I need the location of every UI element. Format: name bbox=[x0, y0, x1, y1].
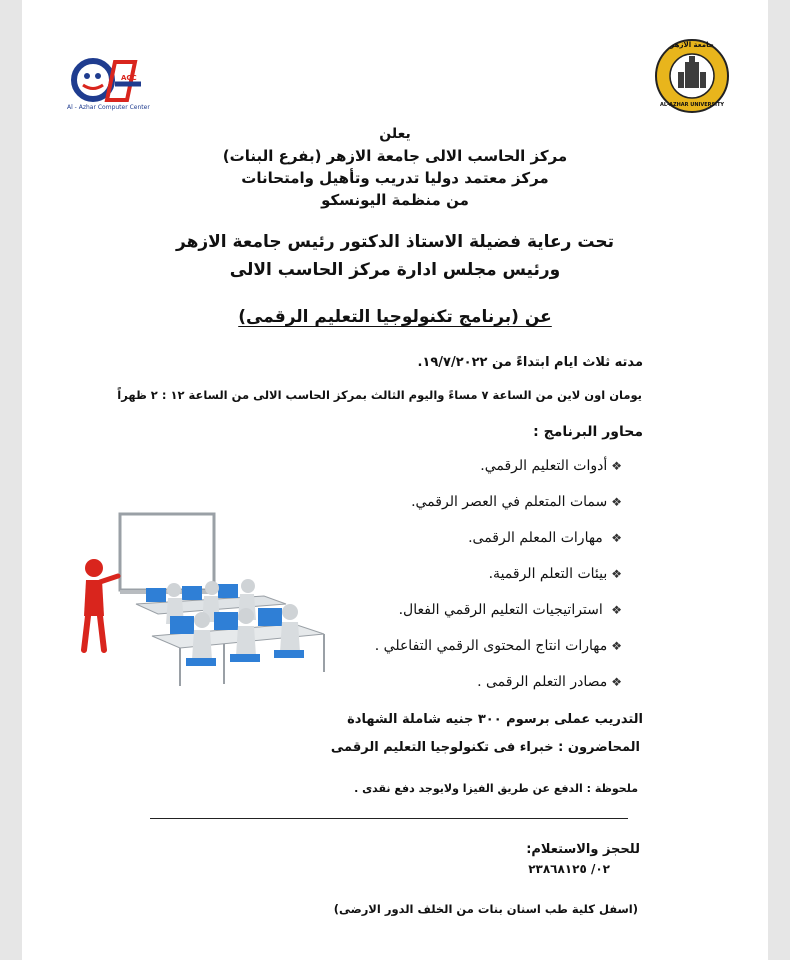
desk-row-front-icon bbox=[152, 604, 324, 686]
diamond-bullet-icon: ❖ bbox=[611, 531, 622, 545]
topics-heading: محاور البرنامج : bbox=[533, 424, 643, 440]
azhar-university-seal bbox=[654, 38, 730, 114]
booking-heading: للحجز والاستعلام: bbox=[526, 842, 640, 857]
unesco-text: من منظمة اليونسكو bbox=[321, 191, 469, 209]
schedule-text: يومان اون لاين من الساعة ٧ مساءً واليوم الثالث بمركز الحاسب الالى من الساعة ١٢ : ٢ ظهراً bbox=[117, 388, 642, 402]
section-divider bbox=[150, 818, 628, 819]
address-text: (اسفل كلية طب اسنان بنات من الخلف الدور الارضى) bbox=[333, 902, 638, 916]
payment-note: ملحوظة : الدفع عن طريق الفيزا ولايوجد دفع نقدى . bbox=[354, 782, 638, 795]
patronage-line-2: ورئيس مجلس ادارة مركز الحاسب الالى bbox=[229, 260, 561, 280]
diamond-bullet-icon: ❖ bbox=[611, 495, 622, 509]
topic-item: ❖سمات المتعلم في العصر الرقمي. bbox=[411, 494, 622, 510]
topic-item: ❖ مهارات المعلم الرقمى. bbox=[468, 530, 622, 546]
diamond-bullet-icon: ❖ bbox=[611, 459, 622, 473]
center-name: مركز الحاسب الالى جامعة الازهر (بفرع البنات) bbox=[222, 147, 568, 165]
acc-logo bbox=[67, 56, 150, 114]
diamond-bullet-icon: ❖ bbox=[611, 675, 622, 689]
seal-arabic-text: جامعة الازهر bbox=[670, 41, 714, 49]
seal-english-text: AL-AZHAR UNIVERSITY bbox=[659, 102, 724, 108]
acc-badge: ACC bbox=[121, 74, 137, 82]
topic-item: ❖ استراتيجيات التعليم الرقمي الفعال. bbox=[398, 602, 622, 618]
diamond-bullet-icon: ❖ bbox=[611, 567, 622, 581]
whiteboard-icon bbox=[120, 514, 214, 590]
phone-number: ٠٢/ ٢٣٨٦٨١٢٥ bbox=[528, 862, 610, 876]
classroom-illustration bbox=[74, 508, 334, 698]
announces-text: يعلن bbox=[379, 126, 411, 142]
topic-item: ❖أدوات التعليم الرقمي. bbox=[480, 458, 622, 474]
topic-item: ❖مهارات انتاج المحتوى الرقمي التفاعلي . bbox=[374, 638, 622, 654]
topic-item: ❖مصادر التعلم الرقمى . bbox=[477, 674, 622, 690]
accreditation-text: مركز معتمد دوليا تدريب وتأهيل وامتحانات bbox=[241, 169, 549, 187]
diamond-bullet-icon: ❖ bbox=[611, 603, 622, 617]
teacher-figure-icon bbox=[84, 559, 118, 650]
patronage-line-1: تحت رعاية فضيلة الاستاذ الدكتور رئيس جامعة الازهر bbox=[176, 232, 614, 252]
acc-logo-caption: Al - Azhar Computer Center bbox=[67, 104, 150, 111]
program-title: عن (برنامج تكنولوجيا التعليم الرقمى) bbox=[238, 307, 552, 327]
fee-text: التدريب عملى برسوم ٣٠٠ جنيه شاملة الشهادة bbox=[347, 712, 643, 727]
duration-text: مدته ثلاث ايام ابتداءً من ١٩/٧/٢٠٢٢. bbox=[417, 355, 643, 370]
topic-item: ❖بيئات التعلم الرقمية. bbox=[488, 566, 622, 582]
lecturers-text: المحاضرون : خبراء فى تكنولوجيا التعليم الرقمى bbox=[330, 740, 640, 755]
diamond-bullet-icon: ❖ bbox=[611, 639, 622, 653]
flyer-page bbox=[22, 0, 768, 960]
